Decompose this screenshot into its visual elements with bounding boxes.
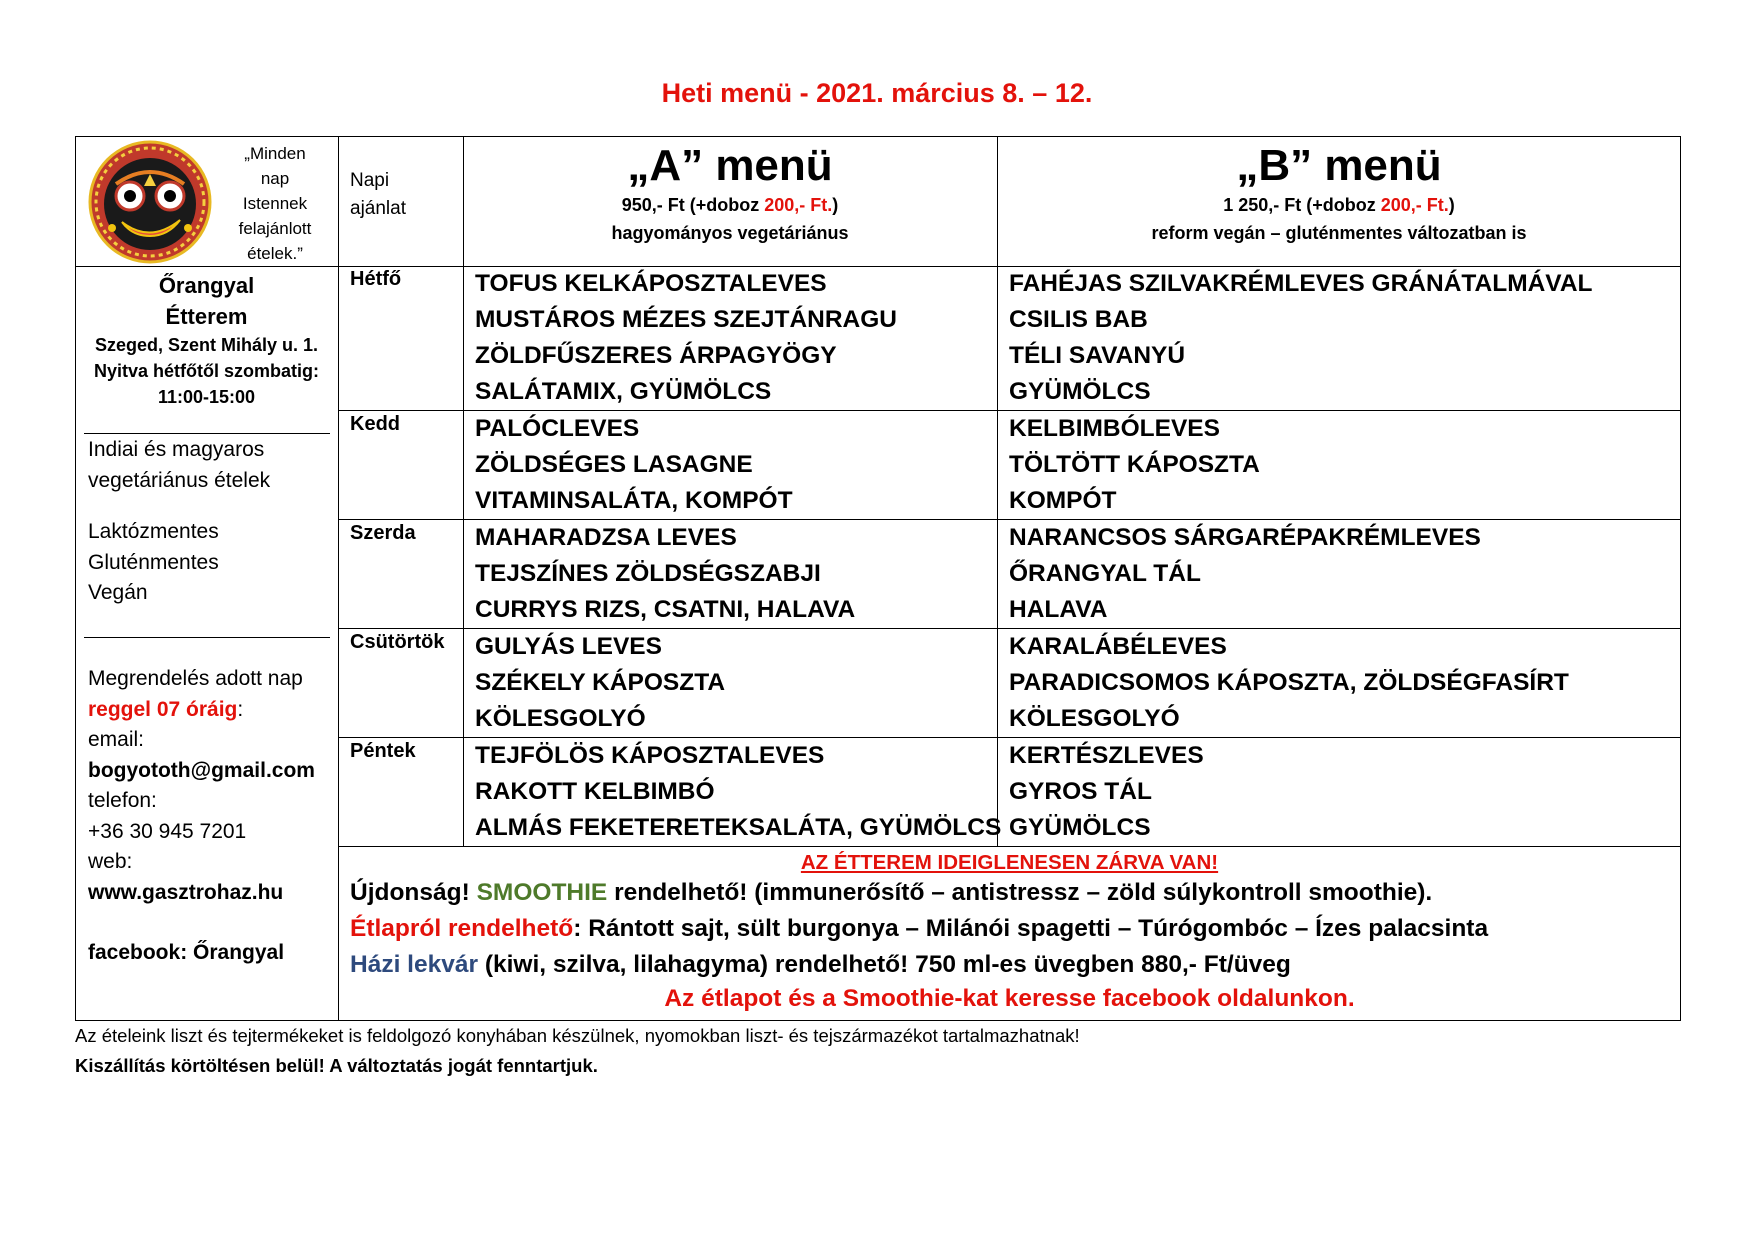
list-item: ZÖLDSÉGES LASAGNE bbox=[475, 451, 753, 478]
menu-b-tuesday bbox=[1009, 411, 1260, 519]
restaurant-address: Szeged, Szent Mihály u. 1. bbox=[94, 335, 319, 355]
row-divider-5 bbox=[338, 846, 1681, 847]
list-item: KÖLESGOLYÓ bbox=[475, 705, 646, 732]
list-item: FAHÉJAS SZILVAKRÉMLEVES GRÁNÁTALMÁVAL bbox=[1009, 270, 1593, 297]
list-item: ŐRANGYAL TÁL bbox=[1009, 560, 1201, 587]
menu-b-wednesday bbox=[1009, 520, 1481, 628]
list-item: TEJFÖLÖS KÁPOSZTALEVES bbox=[475, 742, 825, 769]
list-item: CSILIS BAB bbox=[1009, 306, 1148, 333]
menu-a-friday bbox=[475, 738, 1001, 846]
list-item: RAKOTT KELBIMBÓ bbox=[475, 778, 715, 805]
menu-a-header bbox=[463, 141, 997, 247]
facebook-link[interactable]: facebook: Őrangyal bbox=[88, 941, 285, 964]
list-item: VITAMINSALÁTA, KOMPÓT bbox=[475, 487, 793, 514]
menu-b-price: 1 250,- Ft (+doboz 200,- Ft.) bbox=[1223, 195, 1455, 215]
list-item: GYROS TÁL bbox=[1009, 778, 1152, 805]
delivery-note: Kiszállítás körtöltésen belül! A változtatás jogát fenntartjuk. bbox=[75, 1055, 598, 1076]
list-item: PALÓCLEVES bbox=[475, 415, 640, 442]
menu-a-tuesday bbox=[475, 411, 793, 519]
list-item: SALÁTAMIX, GYÜMÖLCS bbox=[475, 378, 772, 405]
day-label-friday: Péntek bbox=[350, 740, 416, 762]
list-item: ALMÁS FEKETERETEKSALÁTA, GYÜMÖLCS bbox=[475, 814, 1002, 841]
list-item: GYÜMÖLCS bbox=[1009, 378, 1151, 405]
menu-a-thursday bbox=[475, 629, 725, 737]
list-item: TÖLTÖTT KÁPOSZTA bbox=[1009, 451, 1260, 478]
side-separator-2 bbox=[84, 637, 330, 638]
menu-a-description: hagyományos vegetáriánus bbox=[611, 223, 849, 243]
logo-caption: „Minden nap Istennek felajánlott ételek.” bbox=[238, 144, 312, 263]
etlap-line: Étlapról rendelhető: Rántott sajt, sült burgonya – Milánói spagetti – Túrógombóc – Ízes palacsinta bbox=[350, 915, 1489, 942]
divider-left bbox=[338, 136, 339, 1021]
page-title: Heti menü - 2021. március 8. – 12. bbox=[661, 78, 1093, 108]
menu-a-wednesday bbox=[475, 520, 855, 628]
menu-a-monday bbox=[475, 266, 897, 410]
phone-number: +36 30 945 7201 bbox=[88, 819, 247, 843]
list-item: SZÉKELY KÁPOSZTA bbox=[475, 669, 726, 696]
menu-b-description: reform vegán – gluténmentes változatban is bbox=[1151, 223, 1527, 243]
side-separator-1 bbox=[84, 433, 330, 434]
cuisine-info: Indiai és magyaros vegetáriánus ételek bbox=[88, 438, 271, 492]
email-link[interactable]: bogyototh@gmail.com bbox=[88, 758, 315, 782]
list-item: MUSTÁROS MÉZES SZEJTÁNRAGU bbox=[475, 306, 897, 333]
list-item: GULYÁS LEVES bbox=[475, 633, 662, 660]
list-item: KERTÉSZLEVES bbox=[1009, 742, 1204, 769]
day-label-wednesday: Szerda bbox=[350, 522, 416, 544]
list-item: NARANCSOS SÁRGARÉPAKRÉMLEVES bbox=[1009, 524, 1481, 551]
list-item: TEJSZÍNES ZÖLDSÉGSZABJI bbox=[475, 560, 821, 587]
list-item: KOMPÓT bbox=[1009, 487, 1117, 514]
napi-ajanlat-label: Napi ajánlat bbox=[350, 170, 406, 219]
list-item: KÖLESGOLYÓ bbox=[1009, 705, 1180, 732]
list-item: MAHARADZSA LEVES bbox=[475, 524, 737, 551]
list-item: ZÖLDFŰSZERES ÁRPAGYÖGY bbox=[475, 342, 837, 369]
contact-info: Megrendelés adott nap reggel 07 óráig: email: bogyototh@gmail.com telefon: +36 30 945 7201 web: www.gasztrohaz.hu facebook: Őrangyal bbox=[88, 664, 315, 969]
smoothie-line: Újdonság! SMOOTHIE rendelhető! (immunerősítő – antistressz – zöld súlykontroll smoothie). bbox=[350, 879, 1433, 906]
list-item: KARALÁBÉLEVES bbox=[1009, 633, 1227, 660]
menu-b-monday bbox=[1009, 266, 1592, 410]
menu-a-title: „A” menü bbox=[627, 141, 833, 190]
diet-tags: Laktózmentes Gluténmentes Vegán bbox=[88, 520, 219, 604]
allergen-note: Az ételeink liszt és tejtermékeket is feldolgozó konyhában készülnek, nyomokban liszt- és tejszármazékot tartalmazhatnak! bbox=[75, 1025, 1080, 1046]
menu-b-friday bbox=[1009, 738, 1204, 846]
web-link[interactable]: www.gasztrohaz.hu bbox=[88, 880, 284, 904]
list-item: GYÜMÖLCS bbox=[1009, 814, 1151, 841]
menu-b-thursday bbox=[1009, 629, 1569, 737]
menu-a-price: 950,- Ft (+doboz 200,- Ft.) bbox=[621, 195, 839, 215]
opening-hours: 11:00-15:00 bbox=[157, 387, 256, 407]
restaurant-info: Őrangyal Étterem Szeged, Szent Mihály u. 1. Nyitva hétfőtől szombatig: 11:00-15:00 bbox=[75, 270, 338, 410]
closed-notice: AZ ÉTTEREM IDEIGLENESEN ZÁRVA VAN! bbox=[800, 851, 1219, 874]
list-item: HALAVA bbox=[1009, 596, 1108, 623]
lekvar-line: Házi lekvár (kiwi, szilva, lilahagyma) rendelhető! 750 ml-es üvegben 880,- Ft/üveg bbox=[350, 951, 1291, 978]
menu-b-header bbox=[997, 141, 1681, 247]
list-item: TÉLI SAVANYÚ bbox=[1009, 342, 1186, 369]
list-item: KELBIMBÓLEVES bbox=[1009, 415, 1220, 442]
facebook-notice: Az étlapot és a Smoothie-kat keresse facebook oldalunkon. bbox=[664, 985, 1355, 1012]
opening-days: Nyitva hétfőtől szombatig: bbox=[93, 361, 319, 381]
list-item: TOFUS KELKÁPOSZTALEVES bbox=[475, 270, 827, 297]
menu-b-title: „B” menü bbox=[1236, 141, 1442, 190]
day-label-thursday: Csütörtök bbox=[350, 631, 445, 653]
day-label-tuesday: Kedd bbox=[350, 413, 400, 435]
jagannath-logo-icon bbox=[88, 140, 212, 264]
day-label-monday: Hétfő bbox=[350, 268, 402, 290]
list-item: CURRYS RIZS, CSATNI, HALAVA bbox=[475, 596, 856, 623]
list-item: PARADICSOMOS KÁPOSZTA, ZÖLDSÉGFASÍRT bbox=[1009, 669, 1569, 696]
order-deadline: reggel 07 óráig bbox=[88, 697, 238, 721]
restaurant-name: Őrangyal bbox=[158, 273, 255, 298]
